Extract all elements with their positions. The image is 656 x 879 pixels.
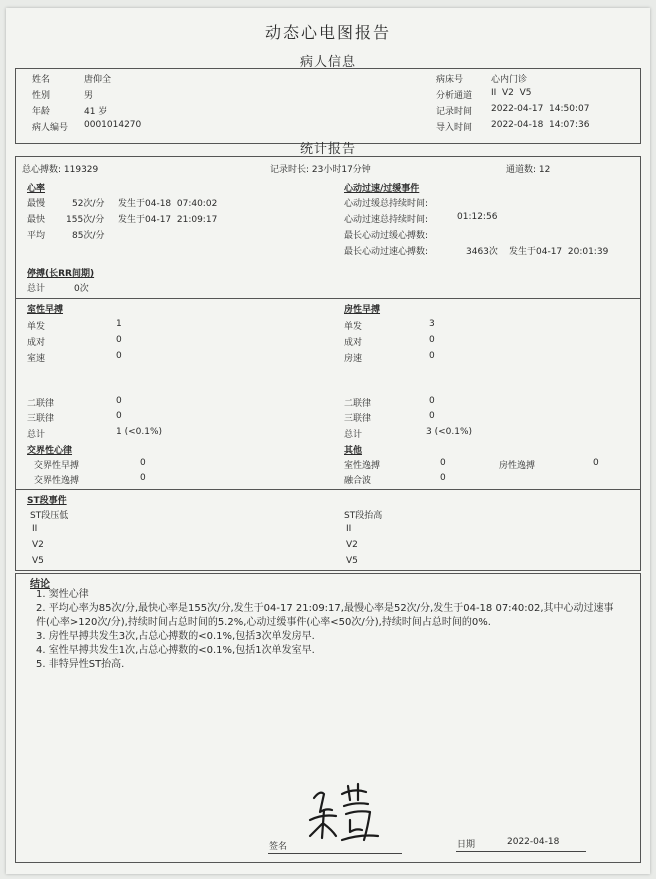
v-single-label: 单发	[27, 322, 46, 332]
vt-value: 0	[116, 351, 122, 361]
conclusion-heading: 结论	[30, 579, 50, 590]
v-pair-value: 0	[116, 335, 122, 345]
a-bigeminy-value: 0	[429, 396, 435, 406]
a-trigeminy-label: 三联律	[344, 414, 372, 424]
atrial-heading: 房性早搏	[344, 305, 381, 315]
pause-total-label: 总计	[27, 284, 46, 294]
age-label: 年龄	[32, 107, 51, 117]
signature-label: 签名	[269, 842, 288, 852]
tachy-total-value: 01:12:56	[457, 212, 498, 222]
j-escape-label: 交界性逸搏	[34, 476, 80, 486]
signature-line	[268, 853, 402, 854]
st-elevation-label: ST段抬高	[344, 511, 383, 521]
a-total-label: 总计	[344, 430, 363, 440]
report-title: 动态心电图报告	[264, 23, 391, 42]
conclusion-item: 1. 窦性心律	[36, 589, 89, 600]
v-trigeminy-label: 三联律	[27, 414, 55, 424]
stats-section-title: 统计报告	[299, 142, 356, 157]
v-trigeminy-value: 0	[116, 411, 122, 421]
divider-2	[16, 489, 640, 490]
channel-count: 通道数: 12	[506, 165, 551, 175]
a-escape-value: 0	[593, 458, 599, 468]
total-beats: 总心搏数: 119329	[22, 165, 99, 175]
conclusion-item: 3. 房性早搏共发生3次,占总心搏数的<0.1%,包括3次单发房早.	[36, 631, 315, 642]
st-elevation-lead-v5: V5	[346, 556, 358, 566]
a-pair-value: 0	[429, 335, 435, 345]
name-label: 姓名	[32, 75, 51, 85]
v-bigeminy-label: 二联律	[27, 399, 55, 409]
hr-min-value: 52次/分	[72, 199, 105, 209]
junctional-heading: 交界性心律	[27, 446, 73, 456]
pause-total-value: 0次	[74, 284, 89, 294]
divider-1	[16, 298, 640, 299]
st-depression-label: ST段压低	[30, 511, 69, 521]
v-pair-label: 成对	[27, 338, 46, 348]
hr-min-label: 最慢	[27, 199, 46, 209]
hr-avg-value: 85次/分	[72, 231, 105, 241]
sex-label: 性别	[32, 91, 51, 101]
vt-label: 室速	[27, 354, 46, 364]
a-single-label: 单发	[344, 322, 363, 332]
patient-section-title: 病人信息	[299, 55, 356, 70]
ventricular-heading: 室性早搏	[27, 305, 64, 315]
a-pair-label: 成对	[344, 338, 363, 348]
st-heading: ST段事件	[27, 496, 67, 506]
st-depression-lead-ii: II	[32, 524, 38, 534]
a-single-value: 3	[429, 319, 435, 329]
date-line	[456, 851, 586, 852]
j-premature-label: 交界性早搏	[34, 461, 80, 471]
j-escape-value: 0	[140, 473, 146, 483]
patient-id-label: 病人编号	[32, 123, 69, 133]
conclusion-item: 5. 非特异性ST抬高.	[36, 659, 125, 670]
longest-tachy-label: 最长心动过速心搏数:	[344, 247, 429, 257]
v-escape-value: 0	[440, 458, 446, 468]
at-value: 0	[429, 351, 435, 361]
v-total-value: 1 (<0.1%)	[116, 427, 163, 437]
a-escape-label: 房性逸搏	[499, 461, 536, 471]
v-total-label: 总计	[27, 430, 46, 440]
v-single-value: 1	[116, 319, 122, 329]
patient-id-value: 0001014270	[84, 120, 142, 130]
st-elevation-lead-v2: V2	[346, 540, 358, 550]
hr-max-label: 最快	[27, 215, 46, 225]
pause-heading: 停搏(长RR间期)	[27, 269, 95, 279]
record-duration: 记录时长: 23小时17分钟	[270, 165, 371, 175]
import-time-label: 导入时间	[436, 123, 473, 133]
conclusion-item: 4. 室性早搏共发生1次,占总心搏数的<0.1%,包括1次单发室早.	[36, 645, 315, 656]
st-depression-lead-v2: V2	[32, 540, 44, 550]
ward-value: 心内门诊	[491, 75, 528, 85]
channel-value: II V2 V5	[491, 88, 532, 98]
fusion-label: 融合波	[344, 476, 372, 486]
channel-label: 分析通道	[436, 91, 473, 101]
tachy-brady-heading: 心动过速/过缓事件	[344, 184, 420, 194]
j-premature-value: 0	[140, 458, 146, 468]
a-bigeminy-label: 二联律	[344, 399, 372, 409]
report-page	[6, 8, 650, 874]
heart-rate-heading: 心率	[27, 184, 46, 194]
sex-value: 男	[84, 91, 94, 101]
longest-brady-label: 最长心动过缓心搏数:	[344, 231, 429, 241]
st-depression-lead-v5: V5	[32, 556, 44, 566]
v-bigeminy-value: 0	[116, 396, 122, 406]
a-trigeminy-value: 0	[429, 411, 435, 421]
date-label: 日期	[457, 840, 476, 850]
handwritten-signature	[306, 780, 386, 850]
hr-min-time: 发生于04-18 07:40:02	[118, 199, 218, 209]
longest-tachy-value: 3463次	[466, 247, 498, 257]
report-date: 2022-04-18	[507, 837, 560, 847]
v-escape-label: 室性逸搏	[344, 461, 381, 471]
a-total-value: 3 (<0.1%)	[426, 427, 473, 437]
age-value: 41 岁	[84, 107, 108, 117]
tachy-total-label: 心动过速总持续时间:	[344, 215, 429, 225]
hr-avg-label: 平均	[27, 231, 46, 241]
import-time-value: 2022-04-18 14:07:36	[491, 120, 590, 130]
record-time-label: 记录时间	[436, 107, 473, 117]
name-value: 唐仰全	[84, 75, 112, 85]
stats-box	[15, 156, 641, 571]
ward-label: 病床号	[436, 75, 464, 85]
conclusion-item: 2. 平均心率为85次/分,最快心率是155次/分,发生于04-17 21:09:17,最慢心率是52次/分,发生于04-18 07:40:02,其中心动过速事件(心率>120次/分),持续时间占总时间的5.2%,心动过缓事件(心率<50次/分),持续时间占总时间的0%.	[36, 603, 614, 628]
other-heading: 其他	[344, 446, 363, 456]
record-time-value: 2022-04-17 14:50:07	[491, 104, 590, 114]
at-label: 房速	[344, 354, 363, 364]
longest-tachy-time: 发生于04-17 20:01:39	[509, 247, 609, 257]
fusion-value: 0	[440, 473, 446, 483]
brady-total-label: 心动过缓总持续时间:	[344, 199, 429, 209]
conclusion-list	[30, 588, 620, 672]
hr-max-value: 155次/分	[66, 215, 105, 225]
hr-max-time: 发生于04-17 21:09:17	[118, 215, 218, 225]
st-elevation-lead-ii: II	[346, 524, 352, 534]
